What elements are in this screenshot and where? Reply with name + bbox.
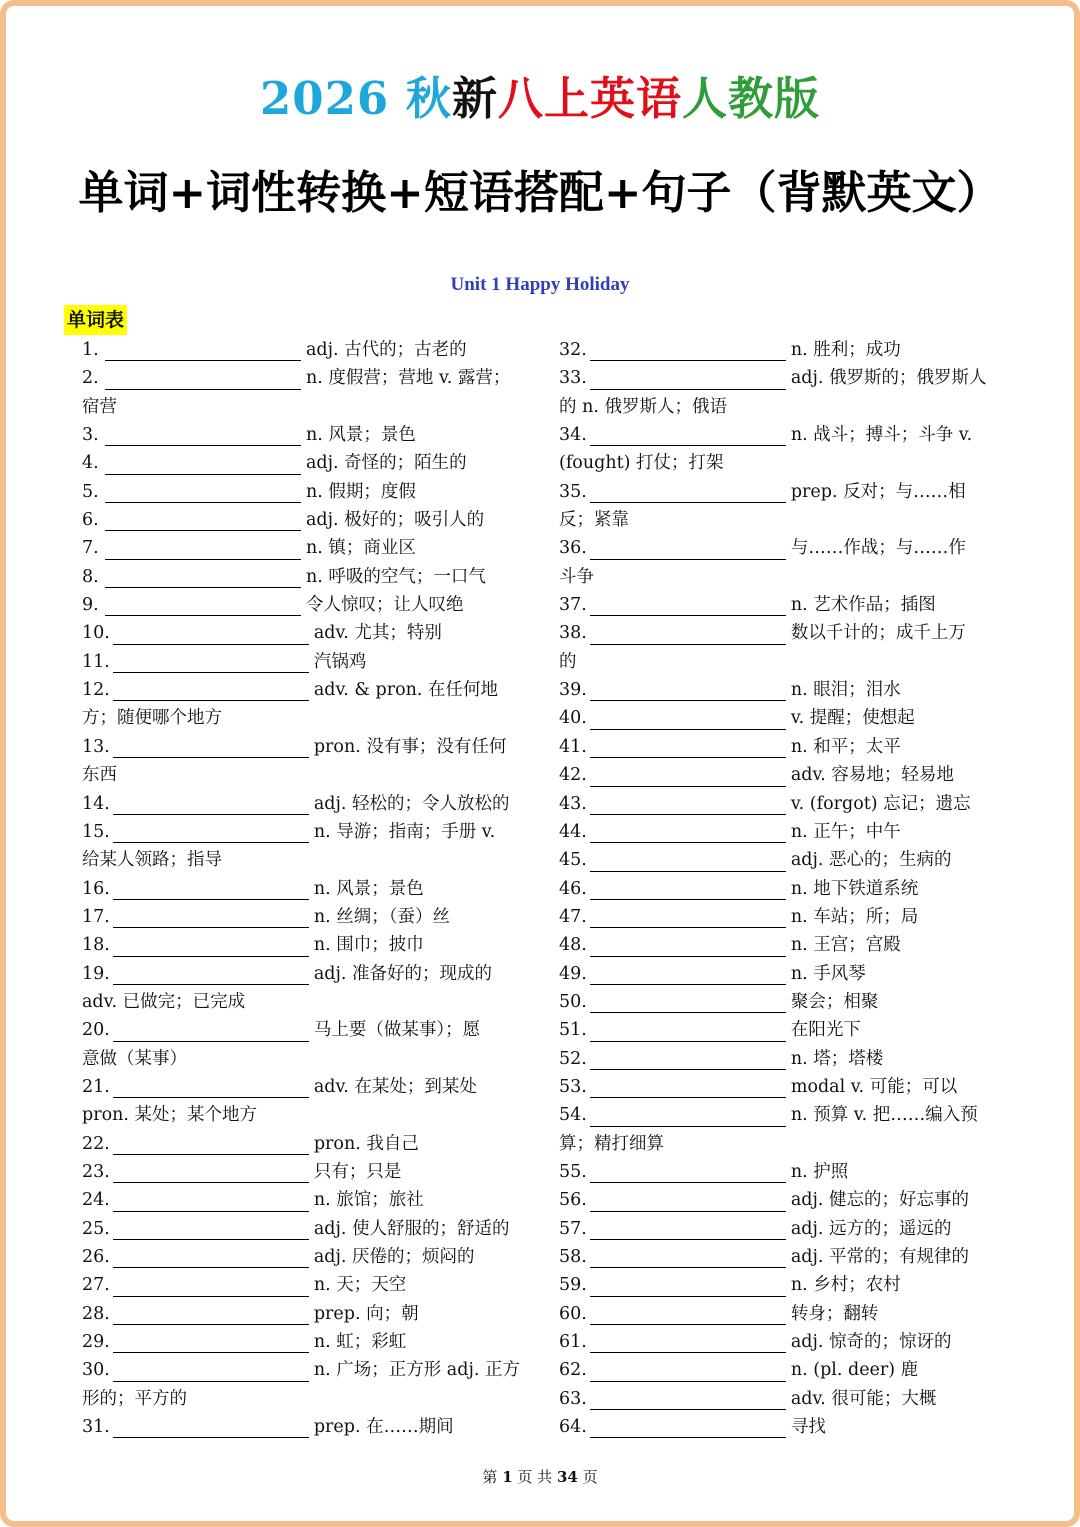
vocab-item	[82, 960, 522, 988]
answer-blank[interactable]	[590, 851, 786, 872]
answer-blank[interactable]	[590, 1162, 786, 1183]
item-definition: n. 预算 v. 把……编入预	[790, 1105, 978, 1126]
answer-blank[interactable]	[590, 482, 786, 503]
page-footer	[0, 1466, 1080, 1487]
item-number: 48.	[559, 935, 587, 956]
item-number: 1.	[82, 340, 99, 360]
item-number: 61.	[559, 1332, 587, 1353]
item-definition: 转身；翻转	[790, 1303, 879, 1324]
title-part: 秋	[405, 72, 452, 125]
item-definition: adj. 准备好的；现成的	[313, 963, 493, 984]
vocab-item	[559, 1385, 999, 1413]
footer-prefix: 第	[482, 1468, 503, 1486]
item-number: 16.	[82, 878, 110, 899]
item-number: 21.	[82, 1076, 110, 1097]
item-number: 9.	[82, 595, 99, 616]
item-number: 10.	[82, 623, 110, 644]
item-number: 42.	[559, 765, 587, 786]
answer-blank[interactable]	[105, 369, 301, 390]
footer-total-pages: 34	[556, 1468, 578, 1486]
item-number: 19.	[82, 963, 110, 984]
item-definition-continued: 反；紧靠	[559, 510, 629, 531]
answer-blank[interactable]	[113, 1134, 309, 1155]
item-definition: n. 广场；正方形 adj. 正方	[313, 1360, 520, 1381]
item-number: 2.	[82, 368, 99, 389]
vocab-item	[559, 534, 999, 562]
item-number: 53.	[559, 1076, 587, 1097]
item-definition: n. 虹；彩虹	[313, 1332, 407, 1353]
vocab-item	[82, 931, 522, 959]
vocab-item	[82, 875, 522, 903]
word-list-right	[559, 336, 999, 1441]
item-definition: 令人惊叹；让人叹绝	[306, 595, 464, 616]
item-number: 26.	[82, 1247, 110, 1267]
item-number: 23.	[82, 1161, 110, 1182]
item-definition: 聚会；相聚	[790, 991, 879, 1012]
vocab-item	[559, 704, 999, 732]
item-number: 28.	[82, 1303, 110, 1324]
item-number: 38.	[559, 623, 587, 644]
answer-blank[interactable]	[113, 794, 309, 815]
vocab-item	[559, 1413, 999, 1441]
item-definition: v. (forgot) 忘记；遗忘	[790, 793, 971, 814]
answer-blank[interactable]	[113, 1191, 309, 1212]
item-number: 58.	[559, 1247, 587, 1267]
item-number: 39.	[559, 680, 587, 701]
vocab-item	[559, 1158, 999, 1186]
vocab-item	[559, 988, 999, 1016]
item-definition: n. 镇；商业区	[306, 538, 416, 559]
item-definition: adj. 平常的；有规律的	[790, 1247, 970, 1267]
item-number: 54.	[559, 1105, 587, 1126]
title-part: 八上	[497, 72, 590, 125]
item-number: 35.	[559, 481, 587, 502]
vocab-item	[559, 421, 999, 449]
vocab-item	[559, 1300, 999, 1328]
item-definition-continued: (fought) 打仗；打架	[559, 453, 724, 474]
answer-blank[interactable]	[590, 369, 786, 390]
item-number: 57.	[559, 1218, 587, 1239]
item-definition: adj. 使人舒服的；舒适的	[313, 1218, 510, 1239]
vocab-item	[82, 1130, 522, 1158]
vocab-item	[559, 1045, 999, 1073]
item-definition: n. 丝绸；（蚕）丝	[313, 906, 450, 927]
vocab-item	[559, 364, 999, 392]
item-definition: n. 度假营；营地 v. 露营；	[306, 368, 511, 389]
item-number: 31.	[82, 1417, 110, 1438]
item-definition: adj. 恶心的；生病的	[790, 850, 952, 871]
answer-blank[interactable]	[590, 1191, 786, 1212]
item-number: 64.	[559, 1417, 587, 1438]
answer-blank[interactable]	[113, 1417, 309, 1438]
answer-blank[interactable]	[590, 1304, 786, 1325]
vocab-item	[559, 1016, 999, 1044]
vocab-item	[82, 733, 522, 761]
item-number: 25.	[82, 1218, 110, 1239]
item-number: 49.	[559, 963, 587, 984]
footer-suffix: 页	[577, 1468, 598, 1486]
answer-blank[interactable]	[105, 340, 301, 361]
vocab-item	[82, 1328, 522, 1356]
item-definition-continued: 东西	[82, 765, 117, 786]
item-number: 32.	[559, 340, 587, 360]
answer-blank[interactable]	[590, 907, 786, 928]
vocab-item	[559, 846, 999, 874]
item-number: 52.	[559, 1048, 587, 1069]
answer-blank[interactable]	[590, 624, 786, 645]
answer-blank[interactable]	[590, 964, 786, 985]
item-definition: n. 手风琴	[790, 963, 866, 984]
item-definition: prep. 反对；与……相	[790, 481, 966, 502]
item-definition: n. 风景；景色	[306, 425, 416, 446]
item-number: 36.	[559, 538, 587, 559]
answer-blank[interactable]	[105, 425, 301, 446]
item-definition-continued: 给某人领路；指导	[82, 850, 222, 871]
item-definition: adj. 奇怪的；陌生的	[306, 453, 467, 474]
item-definition: n. 导游；指南；手册 v.	[313, 821, 496, 842]
item-definition: adj. 惊奇的；惊讶的	[790, 1332, 952, 1353]
title-part: 英语	[589, 72, 682, 125]
item-number: 22.	[82, 1133, 110, 1154]
answer-blank[interactable]	[590, 595, 786, 616]
answer-blank[interactable]	[113, 652, 309, 673]
answer-blank[interactable]	[590, 766, 786, 787]
item-definition: v. 提醒；使想起	[790, 708, 915, 729]
item-definition: prep. 在……期间	[313, 1417, 454, 1438]
item-definition: n. 呼吸的空气；一口气	[306, 566, 486, 587]
item-definition-continued: 形的；平方的	[82, 1388, 187, 1409]
vocab-item	[559, 1328, 999, 1356]
item-number: 33.	[559, 368, 587, 389]
item-definition: n. 乡村；农村	[790, 1275, 901, 1296]
answer-blank[interactable]	[590, 1417, 786, 1438]
item-definition: n. 车站；所；局	[790, 906, 919, 927]
item-definition: 只有；只是	[313, 1161, 402, 1182]
answer-blank[interactable]	[590, 992, 786, 1013]
answer-blank[interactable]	[113, 1021, 309, 1042]
vocab-item	[559, 733, 999, 761]
answer-blank[interactable]	[590, 1021, 786, 1042]
item-number: 5.	[82, 481, 99, 502]
item-definition-continued: 的	[559, 651, 577, 672]
vocab-item	[82, 1356, 522, 1384]
item-definition: adv. 很可能；大概	[790, 1388, 937, 1409]
item-definition: n. 胜利；成功	[790, 340, 901, 360]
answer-blank[interactable]	[113, 936, 309, 957]
vocab-item	[559, 818, 999, 846]
item-definition: pron. 没有事；没有任何	[313, 736, 507, 757]
unit-title: Unit 1 Happy Holiday	[450, 274, 630, 295]
item-number: 12.	[82, 680, 110, 701]
item-definition-continued: pron. 某处；某个地方	[82, 1105, 257, 1126]
vocab-item	[82, 449, 522, 477]
answer-blank[interactable]	[113, 1219, 309, 1240]
item-definition: n. 围巾；披巾	[313, 935, 424, 956]
item-number: 11.	[82, 651, 110, 672]
answer-blank[interactable]	[590, 1049, 786, 1070]
item-definition: 在阳光下	[790, 1020, 861, 1041]
item-number: 15.	[82, 821, 110, 842]
item-number: 7.	[82, 538, 99, 559]
vocab-item	[559, 761, 999, 789]
answer-blank[interactable]	[105, 595, 301, 616]
item-number: 34.	[559, 425, 587, 446]
footer-middle: 页 共	[512, 1468, 557, 1486]
item-number: 3.	[82, 425, 99, 446]
answer-blank[interactable]	[590, 1389, 786, 1410]
answer-blank[interactable]	[113, 1361, 309, 1382]
item-definition: n. 护照	[790, 1161, 849, 1182]
vocab-item	[559, 1271, 999, 1299]
item-number: 37.	[559, 595, 587, 616]
title-part: 2026	[260, 72, 406, 125]
item-definition: adj. 古代的；古老的	[306, 340, 467, 360]
vocab-item	[82, 534, 522, 562]
item-number: 55.	[559, 1161, 587, 1182]
item-definition: n. 战斗；搏斗；斗争 v.	[790, 425, 973, 446]
answer-blank[interactable]	[590, 340, 786, 361]
vocab-item	[82, 478, 522, 506]
vocab-item	[82, 790, 522, 818]
answer-blank[interactable]	[590, 822, 786, 843]
item-definition: adv. 容易地；轻易地	[790, 765, 954, 786]
item-definition: n. 风景；景色	[313, 878, 424, 899]
item-definition: adj. 俄罗斯的；俄罗斯人	[790, 368, 987, 389]
answer-blank[interactable]	[113, 680, 309, 701]
vocab-item	[559, 591, 999, 619]
answer-blank[interactable]	[113, 1162, 309, 1183]
item-number: 24.	[82, 1190, 110, 1211]
answer-blank[interactable]	[590, 680, 786, 701]
vocab-item	[559, 1073, 999, 1101]
answer-blank[interactable]	[590, 879, 786, 900]
item-definition: prep. 向；朝	[313, 1303, 419, 1324]
item-definition: n. 地下铁道系统	[790, 878, 919, 899]
item-number: 6.	[82, 510, 99, 531]
answer-blank[interactable]	[105, 454, 301, 475]
item-number: 46.	[559, 878, 587, 899]
item-definition: adv. 在某处；到某处	[313, 1076, 477, 1097]
item-definition-continued: 算；精打细算	[559, 1133, 664, 1154]
answer-blank[interactable]	[590, 1219, 786, 1240]
vocab-item	[82, 818, 522, 846]
vocab-item	[559, 619, 999, 647]
answer-blank[interactable]	[113, 964, 309, 985]
item-number: 41.	[559, 736, 587, 757]
item-number: 40.	[559, 708, 587, 729]
vocab-item	[82, 1413, 522, 1441]
answer-blank[interactable]	[590, 1077, 786, 1098]
answer-blank[interactable]	[113, 624, 309, 645]
vocab-item	[559, 478, 999, 506]
item-definition: n. 正午；中午	[790, 821, 901, 842]
page-subtitle: 单词+词性转换+短语搭配+句子（背默英文）	[78, 166, 1002, 219]
item-number: 63.	[559, 1388, 587, 1409]
answer-blank[interactable]	[113, 907, 309, 928]
vocab-item	[82, 563, 522, 591]
item-number: 4.	[82, 453, 99, 474]
item-number: 47.	[559, 906, 587, 927]
item-definition: 寻找	[790, 1417, 826, 1438]
vocab-item	[82, 676, 522, 704]
item-number: 20.	[82, 1020, 110, 1041]
item-number: 17.	[82, 906, 110, 927]
answer-blank[interactable]	[113, 1077, 309, 1098]
answer-blank[interactable]	[113, 1304, 309, 1325]
answer-blank[interactable]	[113, 822, 309, 843]
answer-blank[interactable]	[105, 482, 301, 503]
item-number: 60.	[559, 1303, 587, 1324]
item-number: 14.	[82, 793, 110, 814]
item-definition: adj. 厌倦的；烦闷的	[313, 1247, 475, 1267]
vocab-item	[82, 1158, 522, 1186]
item-number: 45.	[559, 850, 587, 871]
item-definition: n. 王宫；宫殿	[790, 935, 901, 956]
item-definition-continued: 斗争	[559, 566, 594, 587]
answer-blank[interactable]	[113, 879, 309, 900]
item-definition: adj. 极好的；吸引人的	[306, 510, 485, 531]
vocab-item	[559, 931, 999, 959]
vocab-item	[559, 960, 999, 988]
answer-blank[interactable]	[113, 1247, 309, 1268]
answer-blank[interactable]	[590, 1276, 786, 1297]
item-definition: adv. & pron. 在任何地	[313, 680, 499, 701]
answer-blank[interactable]	[590, 737, 786, 758]
item-number: 62.	[559, 1360, 587, 1381]
vocab-item	[82, 364, 522, 392]
vocab-item	[82, 1271, 522, 1299]
vocab-item	[82, 1073, 522, 1101]
answer-blank[interactable]	[590, 936, 786, 957]
item-number: 8.	[82, 566, 99, 587]
item-definition: adj. 健忘的；好忘事的	[790, 1190, 970, 1211]
item-number: 43.	[559, 793, 587, 814]
page-title	[0, 70, 1080, 128]
vocab-item	[82, 1243, 522, 1271]
word-list-left	[82, 336, 522, 1441]
item-number: 13.	[82, 736, 110, 757]
vocab-item	[82, 619, 522, 647]
answer-blank[interactable]	[105, 510, 301, 531]
item-number: 30.	[82, 1360, 110, 1381]
vocab-item	[82, 591, 522, 619]
vocab-item	[559, 676, 999, 704]
answer-blank[interactable]	[590, 1247, 786, 1268]
item-definition: 数以千计的；成千上万	[790, 623, 966, 644]
item-number: 18.	[82, 935, 110, 956]
vocab-item	[559, 336, 999, 364]
item-definition: n. 眼泪；泪水	[790, 680, 901, 701]
item-definition-continued: 方；随便哪个地方	[82, 708, 222, 729]
answer-blank[interactable]	[590, 425, 786, 446]
item-definition: 马上要（做某事）；愿	[313, 1020, 481, 1041]
item-definition: n. 塔；塔楼	[790, 1048, 884, 1069]
vocab-item	[559, 903, 999, 931]
vocab-item	[559, 1186, 999, 1214]
item-definition-continued: 宿营	[82, 396, 117, 417]
item-definition: n. 旅馆；旅社	[313, 1190, 424, 1211]
item-number: 51.	[559, 1020, 587, 1041]
title-part: 新	[451, 72, 498, 125]
vocab-item	[559, 1215, 999, 1243]
item-number: 44.	[559, 821, 587, 842]
vocab-item	[559, 875, 999, 903]
section-label: 单词表	[64, 305, 127, 335]
item-definition: modal v. 可能；可以	[790, 1076, 958, 1097]
item-definition: n. (pl. deer) 鹿	[790, 1360, 919, 1381]
item-definition: pron. 我自己	[313, 1133, 419, 1154]
item-definition: 汽锅鸡	[313, 651, 367, 672]
answer-blank[interactable]	[590, 1106, 786, 1127]
vocab-item	[82, 903, 522, 931]
item-number: 50.	[559, 991, 587, 1012]
vocab-item	[82, 648, 522, 676]
item-definition-continued: 意做（某事）	[82, 1048, 187, 1069]
answer-blank[interactable]	[590, 794, 786, 815]
item-definition: n. 天；天空	[313, 1275, 407, 1296]
answer-blank[interactable]	[113, 1276, 309, 1297]
vocab-item	[559, 1356, 999, 1384]
vocab-item	[559, 1101, 999, 1129]
item-definition: adj. 远方的；遥远的	[790, 1218, 952, 1239]
item-definition: adv. 尤其；特别	[313, 623, 442, 644]
answer-blank[interactable]	[590, 709, 786, 730]
vocab-item	[559, 1243, 999, 1271]
item-number: 56.	[559, 1190, 587, 1211]
answer-blank[interactable]	[105, 567, 301, 588]
item-number: 29.	[82, 1332, 110, 1353]
vocab-item	[82, 1300, 522, 1328]
item-definition-continued: 的 n. 俄罗斯人；俄语	[559, 396, 727, 417]
item-definition: n. 艺术作品；插图	[790, 595, 936, 616]
answer-blank[interactable]	[590, 539, 786, 560]
vocab-item	[559, 790, 999, 818]
vocab-item	[82, 506, 522, 534]
footer-page-number: 1	[502, 1468, 513, 1486]
item-definition-continued: adv. 已做完；已完成	[82, 991, 246, 1012]
answer-blank[interactable]	[113, 1332, 309, 1353]
item-definition: 与……作战；与……作	[790, 538, 966, 559]
vocab-item	[82, 421, 522, 449]
answer-blank[interactable]	[590, 1361, 786, 1382]
vocab-item	[82, 1186, 522, 1214]
title-part: 人教版	[681, 72, 820, 125]
vocab-item	[82, 1016, 522, 1044]
vocab-item	[82, 1215, 522, 1243]
item-definition: n. 和平；太平	[790, 736, 901, 757]
answer-blank[interactable]	[113, 737, 309, 758]
item-definition: n. 假期；度假	[306, 481, 416, 502]
item-definition: adj. 轻松的；令人放松的	[313, 793, 510, 814]
item-number: 27.	[82, 1275, 110, 1296]
item-number: 59.	[559, 1275, 587, 1296]
answer-blank[interactable]	[590, 1332, 786, 1353]
vocab-item	[82, 336, 522, 364]
answer-blank[interactable]	[105, 539, 301, 560]
